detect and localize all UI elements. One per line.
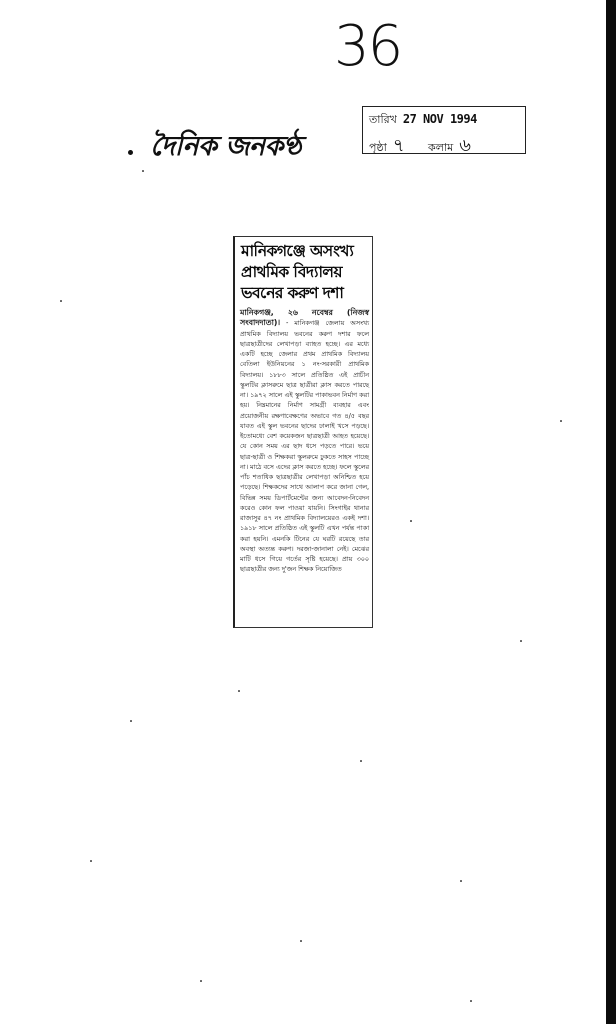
article-text: - মানিকগঞ্জ জেলায় অসংখ্য প্রাথমিক বিদ্যালয় ভবনের করুণ দশার ফলে ছাত্রছাত্রীদের লেখাপড়া ব্যাহত হচ্ছে। এর মধ্যে একটি হচ্ছে জেলার প্রথম প্রাথমিক বিদ্যালয় বেতিলা ইউনিয়নের ১ নং-সরকারী প্রাথমিক বিদ্যালয়। ১৮৮৩ সালে প্রতিষ্ঠিত এই প্রাচীন স্কুলটির ক্লাসরুমে ছাত্র ছাত্রীরা ক্লাস করতে পারছে না। ১৯৭২ সালে এই স্কুলটির পাকাভবন নির্মাণ করা হয়। নিম্নমানের নির্মাণ সামগ্রী ব্যবহার এবং প্রয়োজনীয় রক্ষণাবেক্ষণের অভাবে গত ৪/৫ বছর যাবত এই স্কুল ভবনের ছাদের ঢালাই খসে পড়ছে। ইতোমধ্যে বেশ কয়েকজন ছাত্রছাত্রী আহত হয়েছে। যে কোন সময় এর ছাদ ধসে পড়তে পারে। ভয়ে ছাত্র-ছাত্রী ও শিক্ষকরা স্কুলরুমে ঢুকতে সাহস পাচ্ছে না। মাঠে বসে এদের ক্লাস করতে হচ্ছে। ফলে স্কুলের পাঁচ শতাধিক ছাত্রছাত্রীর লেখাপড়া অনিশ্চিত হয়ে পড়েছে। শিক্ষকদের সাথে আলাপ করে জানা গেল, বিভিন্ন সময় ডিপার্টমেন্টের জন্য আবেদন-নিবেদন করেও কোন ফল পাওয়া যায়নি। সিংগাইর থানার রাজাসুর ৪৭ নং প্রাথমিক বিদ্যালয়েরও একই দশা। ১৯১৮ সালে প্রতিষ্ঠিত এই স্কুলটি এখন পর্যন্ত পাকা করা হয়নি। এমনকি টিনের যে ঘরটি রয়েছে তার অবস্থা অত্যন্ত করুণ। দরজা-জানালা নেই। মেঝের মাটি ধসে গিয়ে গর্তের সৃষ্টি হয়েছে। প্রায় ৩০০ ছাত্রছাত্রীর জন্য দু'জন শিক্ষক নিয়োজিত bbox=[240, 319, 369, 574]
speck bbox=[520, 640, 522, 642]
stamp-column-value: ৬ bbox=[459, 135, 471, 156]
newspaper-masthead: দৈনিক জনকণ্ঠ bbox=[150, 131, 302, 162]
headline-line: মানিকগঞ্জে অসংখ্য bbox=[241, 242, 354, 260]
speck bbox=[460, 880, 462, 882]
folio-number: 36 bbox=[334, 14, 402, 79]
speck bbox=[238, 690, 240, 692]
speck bbox=[470, 1000, 472, 1002]
speck bbox=[90, 860, 92, 862]
stamp-date-row bbox=[369, 111, 477, 130]
stamp-page-label: পৃষ্ঠা bbox=[369, 141, 387, 154]
speck bbox=[142, 170, 144, 172]
headline-line: প্রাথমিক বিদ্যালয় bbox=[241, 263, 342, 281]
news-clipping bbox=[233, 236, 373, 628]
speck bbox=[560, 420, 562, 422]
stamp-page-row bbox=[369, 131, 470, 162]
speck bbox=[200, 980, 202, 982]
article-headline bbox=[241, 241, 368, 304]
stamp-date-value: 27 NOV 1994 bbox=[402, 112, 477, 126]
speck bbox=[60, 300, 62, 302]
speck bbox=[410, 520, 412, 522]
stamp-page-value: ৭ bbox=[392, 135, 405, 156]
ink-dot bbox=[128, 150, 133, 155]
archive-stamp bbox=[362, 106, 526, 154]
headline-line: ভবনের করুণ দশা bbox=[241, 284, 344, 302]
speck bbox=[360, 760, 362, 762]
scan-edge bbox=[606, 0, 616, 1024]
article-body bbox=[240, 308, 369, 575]
stamp-date-label: তারিখ bbox=[369, 113, 397, 126]
article-dateline: মানিকগঞ্জ, ২৬ নবেম্বর (নিজস্ব সংবাদদাতা)। bbox=[240, 308, 369, 328]
stamp-column-label: কলাম bbox=[428, 141, 454, 154]
speck bbox=[300, 940, 302, 942]
speck bbox=[130, 720, 132, 722]
